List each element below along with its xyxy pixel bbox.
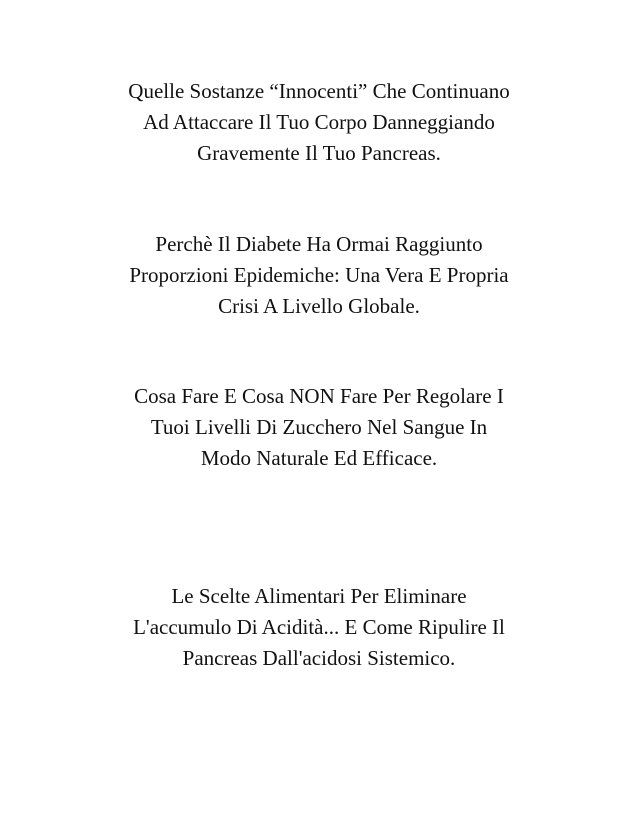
text-line: Perchè Il Diabete Ha Ormai Raggiunto <box>155 232 483 256</box>
text-line: Tuoi Livelli Di Zucchero Nel Sangue In <box>150 415 488 439</box>
text-line: Crisi A Livello Globale. <box>218 294 420 318</box>
paragraph-substances <box>84 76 554 169</box>
text-line: Ad Attaccare Il Tuo Corpo Danneggiando <box>143 110 495 134</box>
text-line: Modo Naturale Ed Efficace. <box>200 446 438 470</box>
text-line: Proporzioni Epidemiche: Una Vera E Propria <box>129 263 509 287</box>
paragraph-food-choices <box>84 581 554 674</box>
text-line: Le Scelte Alimentari Per Eliminare <box>171 584 467 608</box>
text-line: L'accumulo Di Acidità... E Come Ripulire Il <box>133 615 505 639</box>
text-line: Pancreas Dall'acidosi Sistemico. <box>182 646 456 670</box>
text-line: Quelle Sostanze “Innocenti” Che Continuano <box>128 79 510 103</box>
text-line: Cosa Fare E Cosa NON Fare Per Regolare I <box>134 384 504 408</box>
text-line: Gravemente Il Tuo Pancreas. <box>197 141 441 165</box>
paragraph-blood-sugar <box>84 381 554 474</box>
paragraph-diabetes-epidemic <box>84 229 554 322</box>
